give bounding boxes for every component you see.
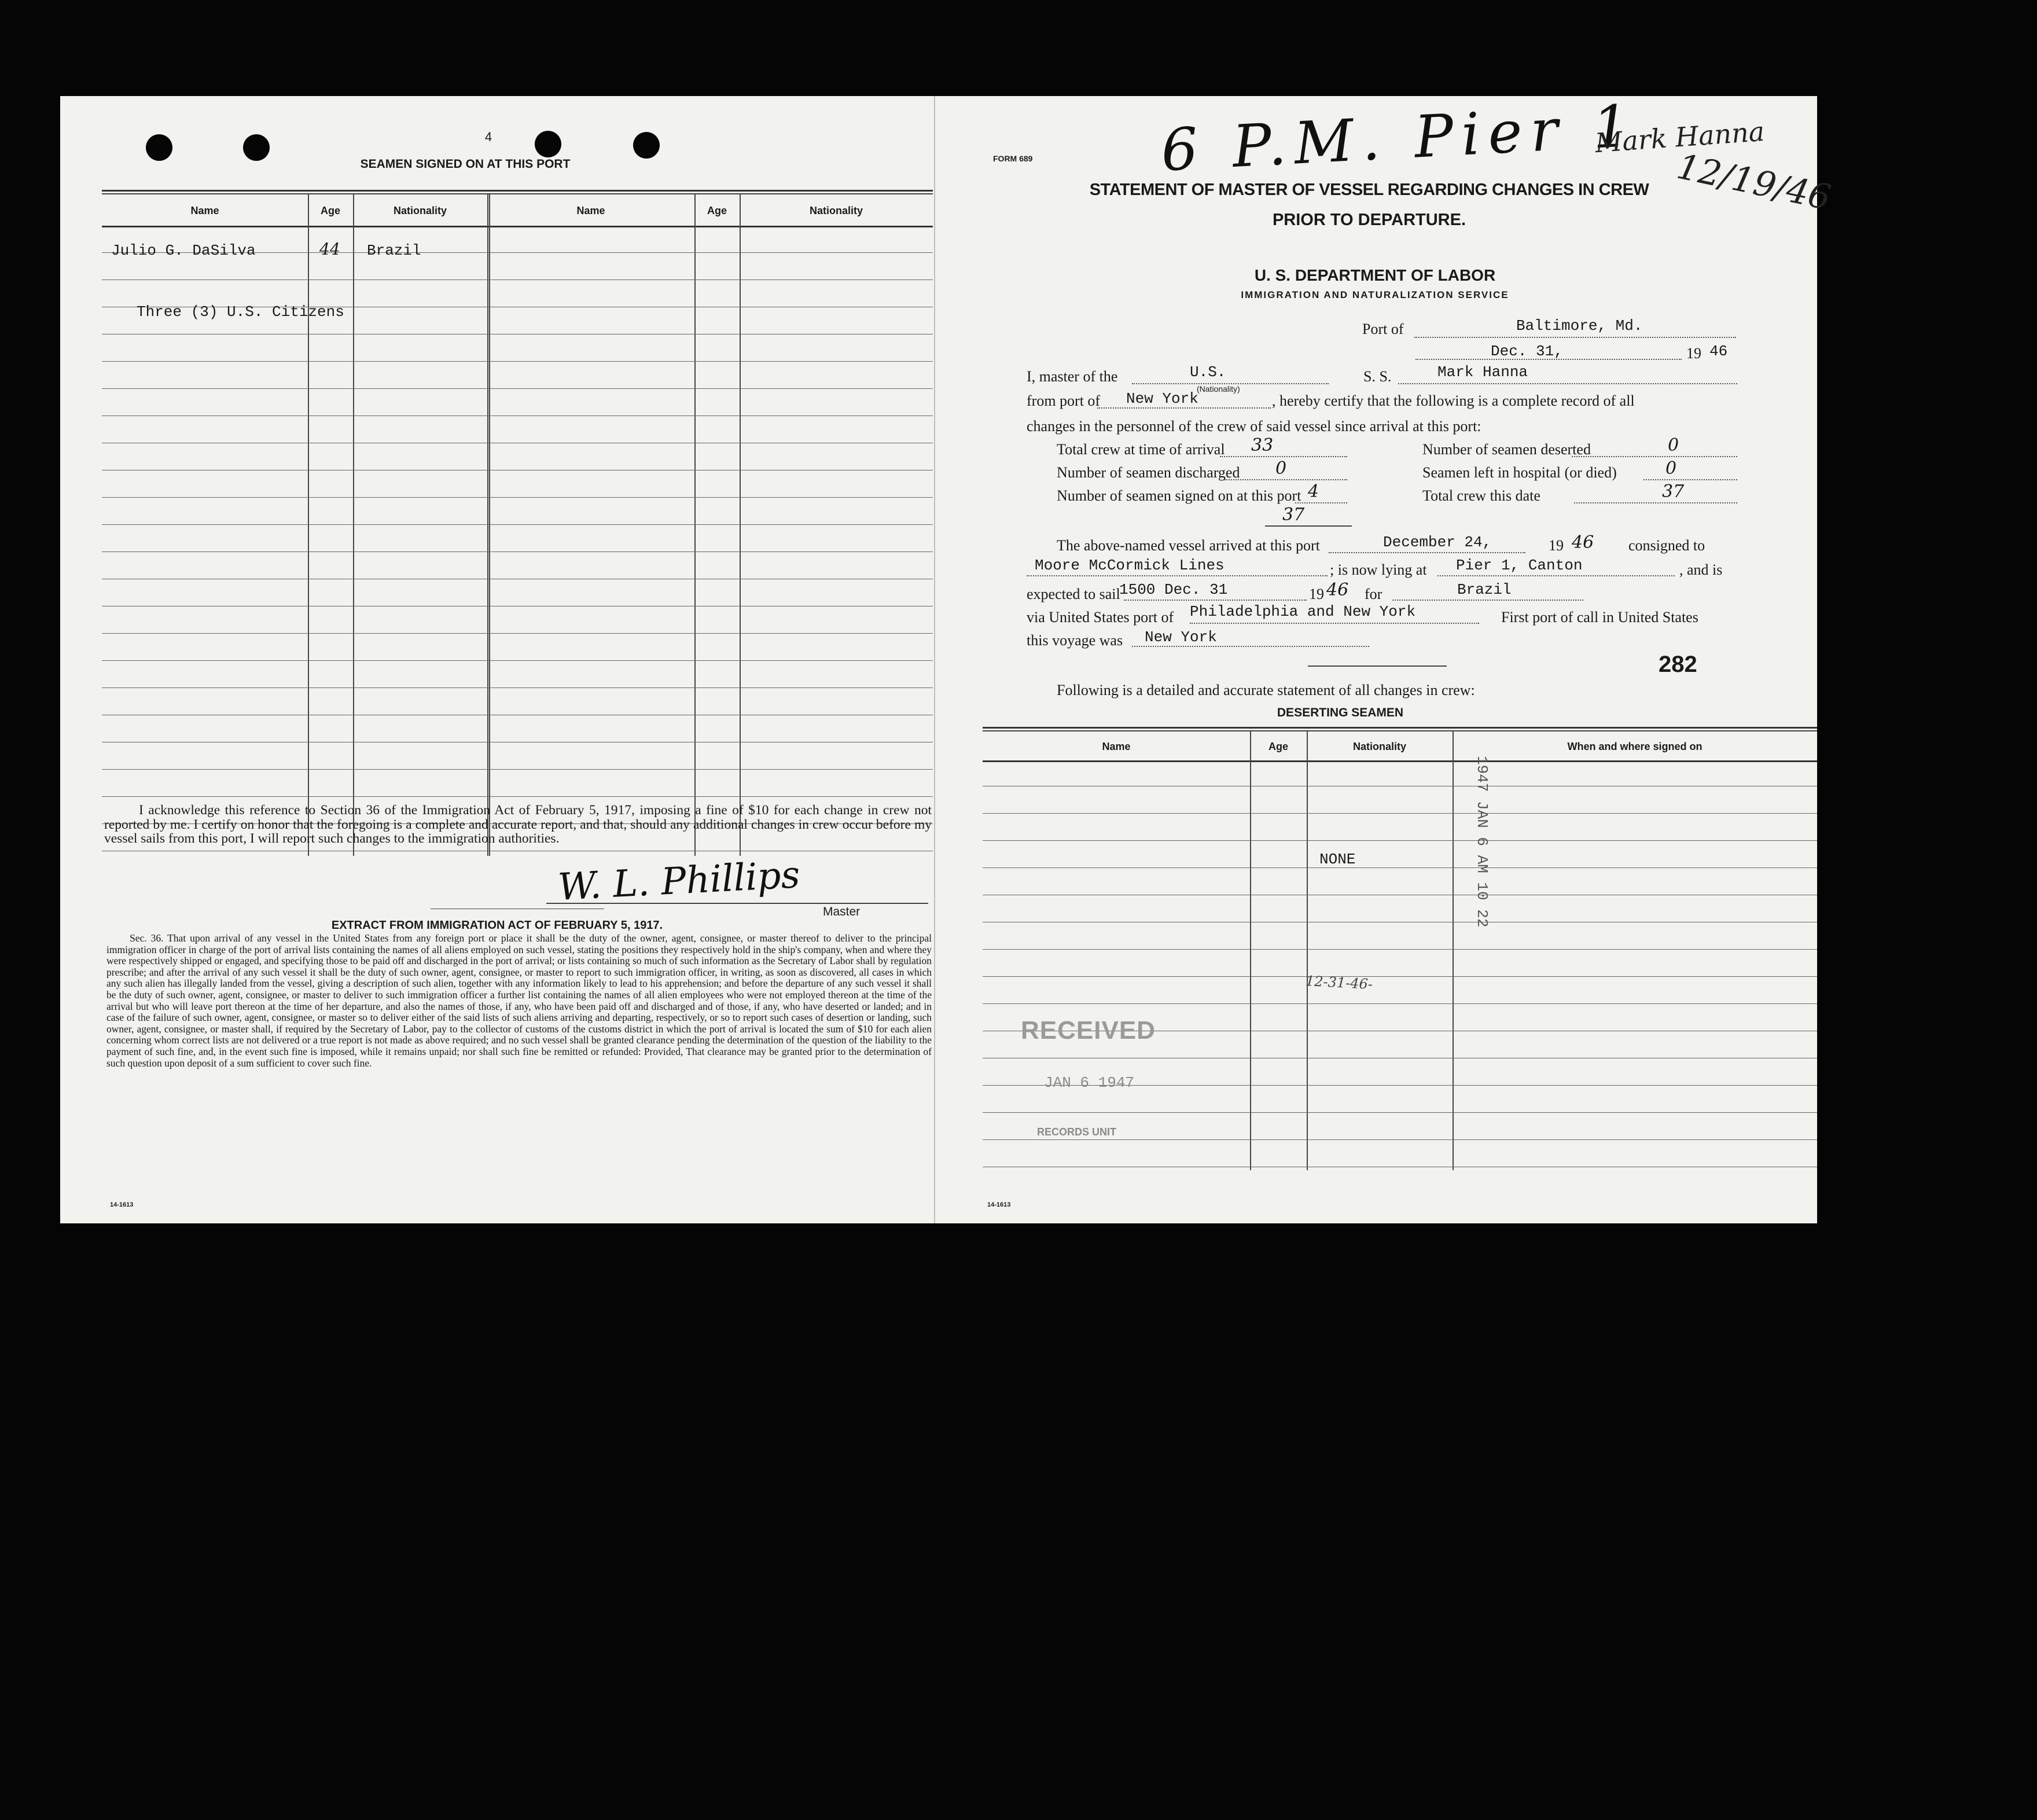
- col-nationality: Nationality: [393, 205, 447, 216]
- punch-hole: [535, 131, 561, 157]
- seaman-nationality: Brazil: [367, 242, 421, 259]
- handwritten-date-entry: 12-31-46-: [1305, 972, 1373, 993]
- punch-hole: [633, 132, 660, 159]
- stamp-vertical: 1947 JAN 6 AM 10 22: [1473, 756, 1491, 928]
- col-name-2: Name: [576, 205, 605, 216]
- table-rule: [102, 497, 933, 498]
- form-number: FORM 689: [993, 154, 1033, 163]
- from-port-value: New York: [1126, 390, 1198, 407]
- berth-value: Pier 1, Canton: [1456, 557, 1583, 574]
- arrival-year-value: 46: [1572, 532, 1594, 553]
- table-rule: [102, 796, 933, 797]
- voyage-label: this voyage was: [1027, 632, 1123, 649]
- desert-col-age: Age: [1268, 741, 1288, 752]
- table-rule: [102, 524, 933, 525]
- discharged-value: 0: [1275, 458, 1287, 479]
- punch-hole: [243, 134, 270, 161]
- form-code-right: 14-1613: [987, 1201, 1011, 1208]
- table-rule: [102, 633, 933, 634]
- nationality-note: (Nationality): [1197, 384, 1240, 394]
- arrived-label: The above-named vessel arrived at this port: [1057, 537, 1320, 554]
- nationality-value: U.S.: [1190, 363, 1226, 381]
- table-rule: [983, 976, 1817, 977]
- subtotal-value: 37: [1282, 505, 1305, 525]
- master-label: Master: [823, 905, 861, 918]
- via-value: Philadelphia and New York: [1190, 603, 1416, 620]
- statement-title: STATEMENT OF MASTER OF VESSEL REGARDING CHANGES IN CREW: [1089, 181, 1649, 199]
- hospital-label: Seamen left in hospital (or died): [1422, 464, 1617, 481]
- lying-label: ; is now lying at: [1330, 561, 1427, 578]
- first-port-value: New York: [1145, 628, 1217, 646]
- following-text: Following is a detailed and accurate statement of all changes in crew:: [1057, 682, 1475, 698]
- col-age: Age: [320, 205, 340, 216]
- arrival-year-prefix: 19: [1549, 537, 1564, 554]
- total-date-label: Total crew this date: [1422, 487, 1540, 504]
- service: IMMIGRATION AND NATURALIZATION SERVICE: [1241, 289, 1509, 300]
- sail-value: 1500 Dec. 31: [1119, 581, 1228, 598]
- deserted-value: 0: [1668, 435, 1679, 455]
- sail-label: expected to sail: [1027, 586, 1120, 602]
- master-signature: W. L. Phillips: [557, 854, 801, 909]
- stamp-number: 282: [1659, 652, 1697, 677]
- desert-col-when-where: When and where signed on: [1567, 741, 1703, 752]
- seaman-age: 44: [319, 240, 340, 259]
- table-rule: [983, 1139, 1817, 1140]
- statement-subtitle: PRIOR TO DEPARTURE.: [1272, 211, 1466, 229]
- master-of-label: I, master of the: [1027, 368, 1118, 385]
- table-rule: [102, 551, 933, 552]
- from-port-label: from port of: [1027, 392, 1101, 409]
- certify-text: , hereby certify that the following is a complete record of all: [1272, 392, 1635, 409]
- ss-label: S. S.: [1363, 368, 1392, 385]
- deserting-title: DESERTING SEAMEN: [1277, 706, 1404, 719]
- desert-col-name: Name: [1102, 741, 1131, 752]
- punch-hole: [146, 134, 172, 161]
- table-rule: [102, 660, 933, 661]
- consignee-value: Moore McCormick Lines: [1035, 557, 1225, 574]
- table-rule: [102, 687, 933, 688]
- signed-on-label: Number of seamen signed on at this port: [1057, 487, 1301, 504]
- table-rule: [983, 1003, 1817, 1004]
- first-port-label: First port of call in United States: [1501, 609, 1698, 626]
- ship-value: Mark Hanna: [1437, 363, 1528, 381]
- port-label: Port of: [1362, 321, 1404, 337]
- handwritten-pier: 6 P.M. Pier 1: [1159, 91, 1639, 185]
- deserted-label: Number of seamen deserted: [1422, 441, 1591, 458]
- arrival-date-value: December 24,: [1383, 534, 1492, 551]
- col-age-2: Age: [707, 205, 727, 216]
- sail-year-value: 46: [1326, 580, 1349, 600]
- table-rule: [102, 388, 933, 389]
- signed-on-value: 4: [1308, 481, 1319, 502]
- stamp-received: RECEIVED: [1021, 1016, 1156, 1045]
- desert-col-nationality: Nationality: [1352, 741, 1406, 752]
- for-label: for: [1365, 586, 1382, 602]
- department: U. S. DEPARTMENT OF LABOR: [1254, 266, 1496, 284]
- hospital-value: 0: [1665, 458, 1677, 479]
- page-number: 4: [484, 130, 492, 144]
- col-name: Name: [190, 205, 219, 216]
- consigned-label: consigned to: [1628, 537, 1705, 554]
- via-label: via United States port of: [1027, 609, 1174, 626]
- table-rule: [983, 1112, 1817, 1113]
- col-nationality-2: Nationality: [809, 205, 863, 216]
- year-value: 46: [1709, 343, 1728, 360]
- date-value: Dec. 31,: [1491, 343, 1563, 360]
- discharged-label: Number of seamen discharged: [1057, 464, 1240, 481]
- stamp-records: RECORDS UNIT: [1037, 1126, 1117, 1138]
- table-rule: [983, 867, 1817, 868]
- extract-title: EXTRACT FROM IMMIGRATION ACT OF FEBRUARY 5, 1917.: [331, 919, 663, 932]
- and-is-label: , and is: [1679, 561, 1723, 578]
- handwritten-date: 12/19/46: [1673, 146, 1834, 219]
- stamp-received-date: JAN 6 1947: [1044, 1074, 1135, 1091]
- extract-text: Sec. 36. That upon arrival of any vessel in the United States from any foreign port or place it shall be the duty of the owner, agent, consignee, or master thereof to deliver to the principal immigration officer in charge of the port of arrival lists containing the names of all aliens employed on such vessel, stating the positions they respectively hold in the ship's company, when and where they were respectively shipped or engaged, and specifying those to be paid off and discharged in the port of arrival; or lists containing so much of such information as the Secretary of Labor shall by regulation prescribe; and after the arrival of any such vessel it shall be the duty of such owner, agent, consignee, or master to report to such immigration officer, in writing, as soon as discovered, all cases in which any such alien has illegally landed from the vessel, giving a description of such alien, together with any information likely to lead to his apprehension; and before the departure of any such vessel it shall be the duty of such owner, agent, consignee, or master to deliver to such immigration officer a further list containing the names of all alien employees who were not employed thereon at the time of the arrival but who will leave port thereon at the time of her departure, and also the names of those, if any, who have been paid off and discharged and of those, if any, who have deserted or landed; and in case of the failure of such owner, agent, consignee, or master so to deliver either of the said lists of such aliens arriving and departing, respectively, or so to report such cases of desertion or landing, such owner, agent, consignee, or master shall, if required by the Secretary of Labor, pay to the collector of customs of the customs district in which the port of arrival is located the sum of $10 for each alien concerning whom correct lists are not delivered or a true report is not made as above required; and no such vessel shall be granted clearance pending the determination of the question of the liability to the payment of such fine, and, in the event such fine is imposed, while it remains unpaid; nor shall such fine be remitted or refunded: Provided, That clearance may be granted prior to the determination of such question upon deposit of a sum sufficient to cover such fine.: [106, 932, 932, 1069]
- citizens-note: Three (3) U.S. Citizens: [137, 303, 344, 321]
- year-prefix: 19: [1686, 345, 1701, 362]
- left-page: [60, 96, 934, 1223]
- total-arrival-label: Total crew at time of arrival: [1057, 441, 1225, 458]
- table-rule: [102, 769, 933, 770]
- left-title: SEAMEN SIGNED ON AT THIS PORT: [360, 157, 571, 171]
- seaman-name: Julio G. DaSilva: [111, 242, 256, 259]
- right-page: [934, 91, 1834, 1223]
- changes-text: changes in the personnel of the crew of said vessel since arrival at this port:: [1027, 418, 1481, 435]
- table-rule: [102, 361, 933, 362]
- destination-value: Brazil: [1457, 581, 1512, 598]
- sail-year-prefix: 19: [1309, 586, 1324, 602]
- acknowledgement: I acknowledge this reference to Section 36 of the Immigration Act of February 5, 1917, imposing a fine of $10 for each change in crew not reported by me. I certify on honor that the foregoing is a complete and accurate report, and that, should any additional changes in crew occur before my vessel sails from this port, I will report such changes to the immigration authorities.: [104, 803, 932, 846]
- table-rule: [983, 813, 1817, 814]
- port-value: Baltimore, Md.: [1516, 317, 1643, 334]
- none-entry: NONE: [1319, 851, 1356, 868]
- total-arrival-value: 33: [1251, 435, 1274, 455]
- form-code: 14-1613: [110, 1201, 134, 1208]
- table-rule: [983, 949, 1817, 950]
- total-date-value: 37: [1662, 481, 1685, 502]
- table-rule: [983, 840, 1817, 841]
- handwritten-ship: Mark Hanna: [1594, 115, 1766, 159]
